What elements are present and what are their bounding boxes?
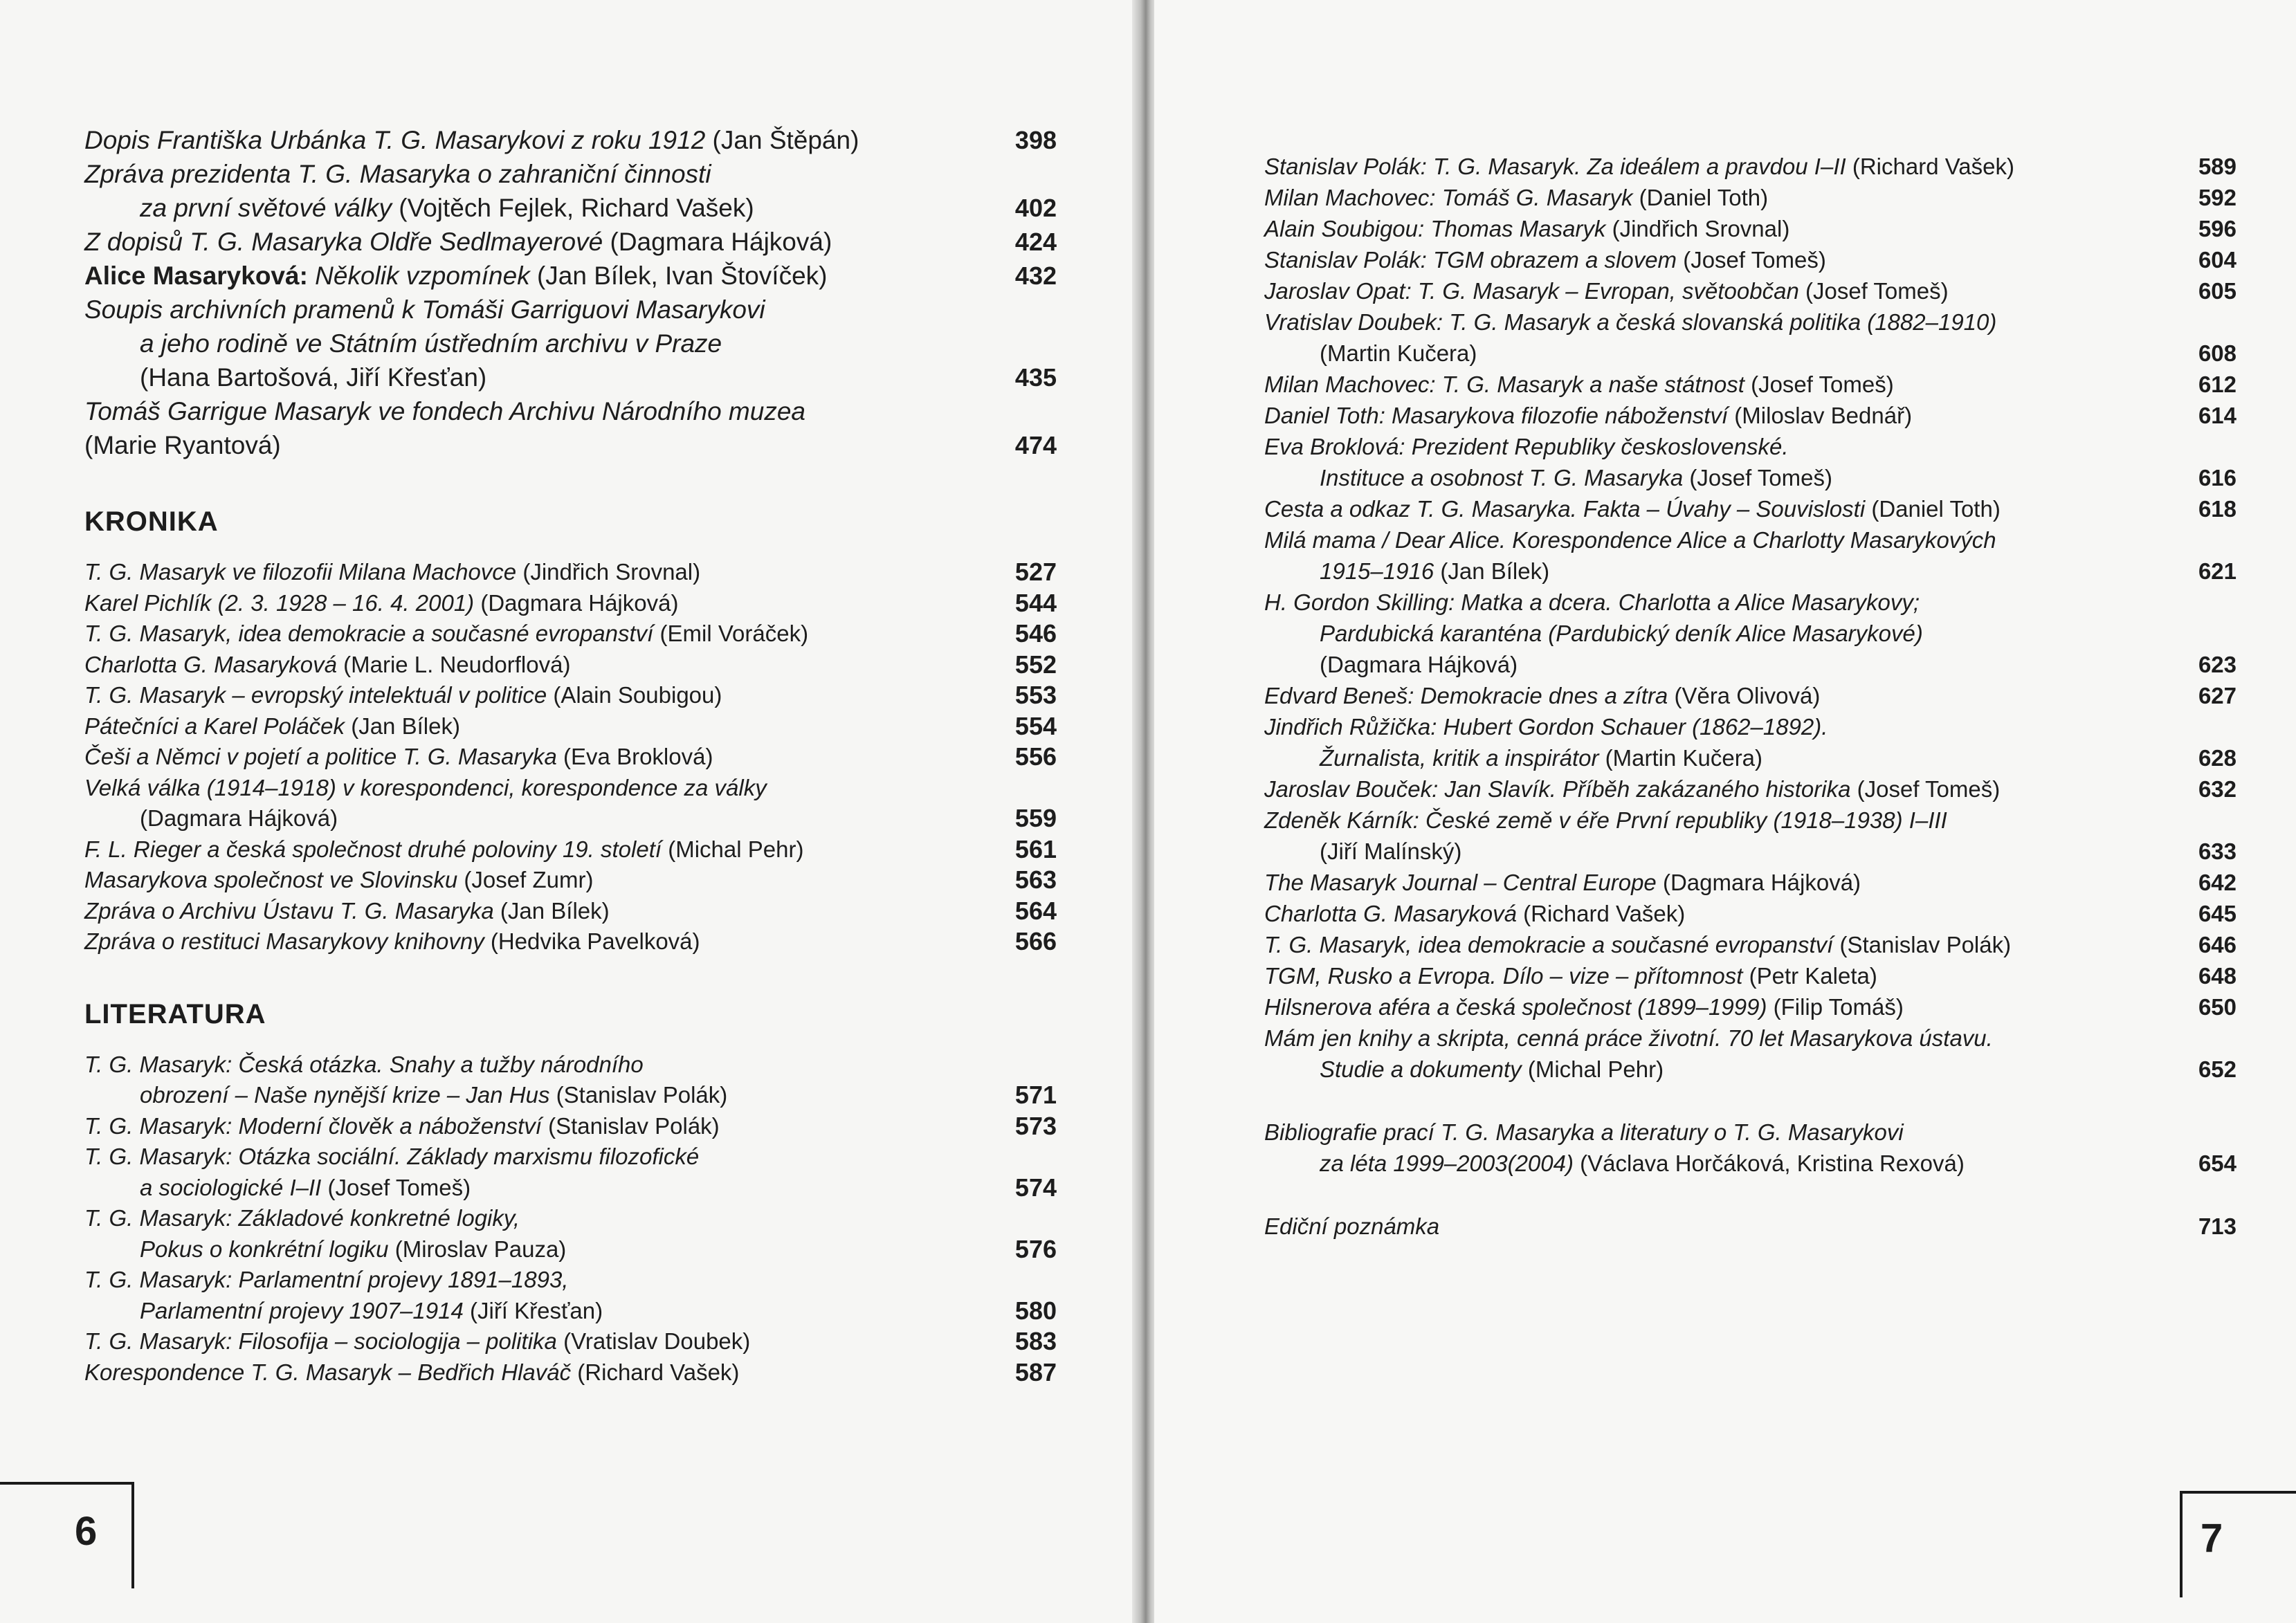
toc-entry-author: (Daniel Toth) [1632, 185, 1769, 210]
toc-entry-line [84, 1234, 1057, 1265]
toc-entry-line [1264, 151, 2236, 182]
toc-entry-title: T. G. Masaryk: Otázka sociální. Základy marxismu filozofické [84, 1144, 700, 1169]
toc-page-number: 596 [2198, 216, 2236, 241]
toc-entry [1264, 493, 2236, 524]
toc-entry-line [84, 293, 1057, 327]
toc-page-number: 646 [2198, 932, 2236, 957]
toc-entry-title: TGM, Rusko a Evropa. Dílo – vize – přítomnost [1264, 963, 1743, 989]
section-heading: KRONIKA [84, 506, 219, 537]
toc-entry [84, 557, 1057, 588]
toc-page-number: 618 [2198, 496, 2236, 522]
toc-page-number: 633 [2198, 838, 2236, 864]
toc-page-number: 553 [1014, 681, 1057, 709]
toc-page-number: 566 [1014, 927, 1057, 955]
toc-entry-line [1264, 649, 2236, 680]
toc-entry-title: H. Gordon Skilling: Matka a dcera. Charlotta a Alice Masarykovy; [1264, 589, 1920, 615]
toc-entry [84, 926, 1057, 957]
toc-entry [1264, 711, 2236, 773]
toc-entry-author: (Petr Kaleta) [1742, 963, 1877, 989]
toc-top-entries [84, 123, 1057, 462]
toc-entry-title: Studie a dokumenty [1320, 1056, 1522, 1082]
toc-entry [84, 773, 1057, 834]
toc-page-number: 612 [2198, 372, 2236, 397]
toc-page-number: 398 [1014, 126, 1057, 154]
toc-entry-title: Jindřich Růžička: Hubert Gordon Schauer (1862–1892). [1264, 714, 1828, 740]
toc-entry-title: Vratislav Doubek: T. G. Masaryk a česká slovanská politika (1882–1910) [1264, 309, 1997, 335]
toc-entry-title: Charlotta G. Masaryková [1264, 901, 1517, 926]
toc-entry-title: Zpráva o Archivu Ústavu T. G. Masaryka [84, 897, 494, 924]
toc-entry-line [84, 1326, 1057, 1357]
toc-entry-line [84, 1203, 1057, 1234]
toc-page-number: 544 [1014, 588, 1057, 617]
toc-entry [84, 1141, 1057, 1203]
toc-entry-author: (Jan Bílek) [1434, 558, 1550, 584]
toc-entry [84, 1357, 1057, 1388]
toc-entry-title: Několik vzpomínek [307, 262, 530, 290]
toc-page-number: 616 [2198, 465, 2236, 490]
toc-entry-title: Bibliografie prací T. G. Masaryka a literatury o T. G. Masarykovi [1264, 1119, 1904, 1145]
toc-entry-author: (Václava Horčáková, Kristina Rexová) [1573, 1150, 1965, 1176]
toc-page-number: 563 [1014, 865, 1057, 894]
toc-entry-title: Zpráva prezidenta T. G. Masaryka o zahraniční činnosti [84, 160, 711, 188]
toc-page-number: 580 [1014, 1296, 1057, 1325]
toc-page-number: 648 [2198, 963, 2236, 989]
toc-entry-title: Milan Machovec: Tomáš G. Masaryk [1264, 185, 1633, 210]
toc-entry-line [1264, 182, 2236, 213]
toc-entry-line [1264, 275, 2236, 306]
toc-page-number: 574 [1014, 1173, 1057, 1202]
toc-entry-line [84, 680, 1057, 711]
toc-entry-title: Hilsnerova aféra a česká společnost (1899–1999) [1264, 994, 1767, 1020]
section-heading: LITERATURA [84, 998, 266, 1029]
toc-page-number: 642 [2198, 870, 2236, 895]
page-number-left: 6 [75, 1509, 98, 1554]
toc-entry-line [84, 618, 1057, 650]
toc-entry [84, 680, 1057, 711]
toc-entry-line [84, 157, 1057, 191]
toc-entry-line [84, 865, 1057, 896]
toc-entry [1264, 151, 2236, 182]
toc-entry-line [1264, 400, 2236, 431]
toc-entry-title: Ediční poznámka [1264, 1213, 1440, 1239]
toc-entry-title: Instituce a osobnost T. G. Masaryka [1320, 465, 1684, 490]
toc-page-number: 627 [2198, 683, 2236, 708]
toc-entry-title: Mám jen knihy a skripta, cenná práce životní. 70 let Masarykova ústavu. [1264, 1025, 1993, 1051]
toc-entry [1264, 524, 2236, 587]
toc-entry-author: (Richard Vašek) [1516, 901, 1686, 926]
toc-entry-line [84, 360, 1057, 394]
toc-entry-title: T. G. Masaryk, idea demokracie a současné evropanství [1264, 932, 1834, 957]
toc-entry [1264, 369, 2236, 400]
toc-entry-line [1264, 1117, 2236, 1148]
toc-entry-line [84, 123, 1057, 157]
toc-entry-title: Pokus o konkrétní logiku [140, 1236, 389, 1262]
toc-entry [84, 742, 1057, 773]
toc-entry-author: (Marie Ryantová) [84, 431, 281, 459]
toc-entry-line [1264, 1211, 2236, 1242]
toc-entry [1264, 244, 2236, 275]
toc-entry-author: (Daniel Toth) [1865, 496, 2001, 522]
toc-entry [84, 394, 1057, 462]
toc-entry-title: Cesta a odkaz T. G. Masaryka. Fakta – Úvahy – Souvislosti [1264, 496, 1866, 522]
toc-page-number: 546 [1014, 619, 1057, 648]
toc-page-number: 424 [1014, 228, 1057, 256]
toc-entry-line [1264, 1148, 2236, 1179]
toc-entry-author: (Richard Vašek) [1846, 154, 2014, 179]
toc-entry [84, 618, 1057, 650]
toc-entry-title: Z dopisů T. G. Masaryka Oldře Sedlmayerové [84, 228, 603, 256]
toc-entry-title: Stanislav Polák: T. G. Masaryk. Za ideálem a pravdou I–II [1264, 154, 1846, 179]
toc-entry-author: (Jiří Malínský) [1320, 838, 1462, 864]
toc-entry-title: Velká válka (1914–1918) v korespondenci, korespondence za války [84, 774, 767, 800]
toc-entry-author: (Filip Tomáš) [1767, 994, 1904, 1020]
toc-entry-line [84, 711, 1057, 742]
toc-entry-line [1264, 369, 2236, 400]
toc-entry [1264, 182, 2236, 213]
toc-entry-title: Alice Masaryková: [84, 262, 308, 290]
toc-entry-title: Pardubická karanténa (Pardubický deník Alice Masarykové) [1320, 621, 1923, 646]
toc-entry-line [1264, 711, 2236, 742]
toc-entry-title: Masarykova společnost ve Slovinsku [84, 867, 458, 892]
toc-entry-author: (Stanislav Polák) [541, 1112, 720, 1139]
toc-entry [1264, 306, 2236, 369]
toc-entry-line [84, 1357, 1057, 1388]
toc-entry-author: (Věra Olivová) [1668, 683, 1821, 708]
toc-entry-line [1264, 929, 2236, 960]
toc-entry-author: (Hedvika Pavelková) [484, 928, 700, 954]
toc-entry-author: (Jan Bílek) [345, 713, 460, 739]
toc-page-number: 592 [2198, 185, 2236, 210]
toc-entry-line [1264, 338, 2236, 369]
toc-entry-author: (Josef Tomeš) [1798, 278, 1949, 304]
toc-page-number: 583 [1014, 1327, 1057, 1355]
toc-entry [84, 225, 1057, 259]
toc-entry [1264, 1117, 2236, 1179]
toc-entry [1264, 213, 2236, 244]
toc-entry-line [1264, 805, 2236, 836]
left-page [0, 0, 1135, 1623]
toc-entry [1264, 400, 2236, 431]
toc-entry-author: (Stanislav Polák) [1833, 932, 2012, 957]
toc-entry-title: Zpráva o restituci Masarykovy knihovny [84, 928, 484, 954]
toc-entry-title: T. G. Masaryk: Česká otázka. Snahy a tužby národního [84, 1051, 644, 1077]
toc-entry-line [84, 1173, 1057, 1204]
toc-entry-title: F. L. Rieger a česká společnost druhé poloviny 19. století [84, 836, 662, 862]
toc-entry-line [84, 191, 1057, 225]
toc-entry-line [84, 225, 1057, 259]
toc-entry-title: Žurnalista, kritik a inspirátor [1320, 745, 1599, 771]
toc-entry-title: 1915–1916 [1320, 558, 1434, 584]
toc-entry [84, 588, 1057, 619]
toc-entry-title: Dopis Františka Urbánka T. G. Masarykovi z roku 1912 [84, 126, 706, 154]
toc-entry-line [84, 742, 1057, 773]
toc-entry-line [84, 428, 1057, 462]
toc-entry [84, 1049, 1057, 1111]
toc-entry-line [1264, 556, 2236, 587]
toc-page-number: 621 [2198, 558, 2236, 584]
toc-entry-title: Korespondence T. G. Masaryk – Bedřich Hlaváč [84, 1359, 572, 1385]
toc-entry [84, 865, 1057, 896]
toc-entry [84, 650, 1057, 681]
toc-entry-title: The Masaryk Journal – Central Europe [1264, 870, 1657, 895]
toc-entry-title: Edvard Beneš: Demokracie dnes a zítra [1264, 683, 1668, 708]
toc-entry-title: T. G. Masaryk: Filosofija – sociologija – politika [84, 1328, 557, 1354]
toc-entry-author: (Josef Tomeš) [1744, 372, 1894, 397]
toc-entry-author: (Alain Soubigou) [547, 682, 722, 708]
toc-entry-title: T. G. Masaryk – evropský intelektuál v politice [84, 682, 547, 708]
toc-entry-author: (Josef Tomeš) [1850, 776, 2001, 802]
toc-entry-author: (Marie L. Neudorflová) [336, 651, 571, 677]
toc-entry-line [84, 1080, 1057, 1111]
toc-entry-author: (Eva Broklová) [556, 744, 713, 769]
toc-entry [1264, 929, 2236, 960]
toc-entry-title: Pátečníci a Karel Poláček [84, 713, 345, 739]
toc-entry-title: Eva Broklová: Prezident Republiky československé. [1264, 434, 1789, 459]
toc-entry-author: (Miroslav Pauza) [388, 1236, 567, 1262]
toc-page-number: 559 [1014, 804, 1057, 832]
toc-page-number: 623 [2198, 652, 2236, 677]
toc-page-number: 576 [1014, 1234, 1057, 1263]
toc-page-number: 605 [2198, 278, 2236, 304]
toc-page-number: 650 [2198, 994, 2236, 1020]
right-toc-column [1264, 151, 2236, 1242]
toc-entry-line [84, 773, 1057, 804]
toc-entry-author: (Stanislav Polák) [549, 1082, 728, 1108]
toc-entry-line [1264, 898, 2236, 929]
toc-entry-line [84, 896, 1057, 927]
toc-page-number: 571 [1014, 1081, 1057, 1109]
toc-entry-line [1264, 493, 2236, 524]
toc-page-number: 554 [1014, 711, 1057, 740]
toc-page-number: 573 [1014, 1111, 1057, 1140]
toc-entry-title: Tomáš Garrigue Masaryk ve fondech Archivu Národního muzea [84, 397, 805, 425]
toc-page-number: 435 [1014, 363, 1057, 392]
toc-entry-title: Alain Soubigou: Thomas Masaryk [1264, 216, 1606, 241]
toc-entry-line [1264, 742, 2236, 773]
toc-entry-line [84, 588, 1057, 619]
toc-entry-author: (Dagmara Hájková) [1320, 652, 1518, 677]
toc-entry-author: (Josef Tomeš) [1677, 247, 1826, 273]
toc-entry-line [1264, 1054, 2236, 1085]
toc-entry-line [84, 650, 1057, 681]
toc-entry-author: (Dagmara Hájková) [1656, 870, 1861, 895]
toc-entry-title: Daniel Toth: Masarykova filozofie náboženství [1264, 403, 1729, 428]
toc-entry-author: (Josef Zumr) [457, 867, 594, 892]
toc-entry-line [1264, 867, 2236, 898]
toc-entry-line [1264, 773, 2236, 805]
toc-entry [84, 896, 1057, 927]
toc-entry-author: (Jindřich Srovnal) [1605, 216, 1790, 241]
toc-entry-line [84, 394, 1057, 428]
toc-entry-line [1264, 524, 2236, 556]
toc-page-number: 713 [2198, 1213, 2236, 1239]
toc-entry-title: Karel Pichlík (2. 3. 1928 – 16. 4. 2001) [84, 589, 475, 616]
toc-entry [1264, 587, 2236, 680]
toc-entry [84, 293, 1057, 394]
toc-entry-author: (Dagmara Hájková) [140, 805, 338, 831]
toc-entry [84, 157, 1057, 225]
page-number-frame-right [2180, 1491, 2296, 1597]
toc-right-entries [1264, 151, 2236, 1242]
toc-entry [1264, 275, 2236, 306]
toc-entry-line [1264, 244, 2236, 275]
toc-entry-line [84, 834, 1057, 865]
toc-entry [1264, 991, 2236, 1023]
toc-entry [1264, 1211, 2236, 1242]
toc-entry [1264, 867, 2236, 898]
toc-entry [84, 1111, 1057, 1142]
book-gutter [1132, 0, 1157, 1623]
toc-entry [84, 1326, 1057, 1357]
toc-section [84, 998, 1057, 1388]
toc-entry-author: (Vratislav Doubek) [556, 1328, 751, 1354]
toc-entry-author: (Michal Pehr) [1521, 1056, 1664, 1082]
toc-entry-title: za léta 1999–2003(2004) [1320, 1150, 1574, 1176]
toc-entry [1264, 1023, 2236, 1085]
toc-entry-line [84, 1049, 1057, 1081]
toc-page-number: 432 [1014, 262, 1057, 290]
toc-page-number: 632 [2198, 776, 2236, 802]
toc-entry-line [1264, 587, 2236, 618]
toc-page-number: 628 [2198, 745, 2236, 771]
toc-entry-author: (Martin Kučera) [1320, 340, 1477, 366]
toc-page-number: 561 [1014, 834, 1057, 863]
toc-entry-line [1264, 618, 2236, 649]
toc-page-number: 608 [2198, 340, 2236, 366]
toc-entry-author: (Hana Bartošová, Jiří Křesťan) [140, 363, 487, 392]
toc-entry-title: a sociologické I–II [140, 1174, 322, 1200]
toc-entry-line [1264, 836, 2236, 867]
toc-sections [84, 505, 1057, 1388]
toc-entry [1264, 431, 2236, 493]
toc-entry-author: (Jiří Křesťan) [463, 1297, 603, 1323]
toc-entry-title: Češi a Němci v pojetí a politice T. G. Masaryka [84, 744, 557, 769]
toc-entry [1264, 898, 2236, 929]
toc-page-number: 614 [2198, 403, 2236, 428]
toc-entry [84, 711, 1057, 742]
toc-entry-line [1264, 462, 2236, 493]
toc-page-number: 652 [2198, 1056, 2236, 1082]
toc-entry-line [1264, 431, 2236, 462]
toc-entry-line [1264, 680, 2236, 711]
toc-entry-title: T. G. Masaryk ve filozofii Milana Machovce [84, 559, 517, 585]
toc-entry [84, 259, 1057, 293]
toc-entry-title: Jaroslav Bouček: Jan Slavík. Příběh zakázaného historika [1264, 776, 1851, 802]
toc-entry-author: (Jindřich Srovnal) [516, 559, 701, 585]
toc-entry-title: Stanislav Polák: TGM obrazem a slovem [1264, 247, 1677, 273]
toc-entry-title: Milá mama / Dear Alice. Korespondence Alice a Charlotty Masarykových [1264, 527, 1996, 553]
left-toc-column [84, 123, 1057, 1388]
toc-entry-title: Jaroslav Opat: T. G. Masaryk – Evropan, světoobčan [1264, 278, 1799, 304]
toc-entry-title: za první světové války [140, 194, 392, 222]
toc-page-number: 564 [1014, 896, 1057, 925]
toc-entry [1264, 773, 2236, 805]
toc-entry-author: (Vojtěch Fejlek, Richard Vašek) [391, 194, 754, 222]
toc-page-number: 604 [2198, 247, 2236, 273]
toc-entry-title: T. G. Masaryk: Základové konkretné logiky, [84, 1205, 520, 1231]
toc-entry-title: T. G. Masaryk: Moderní člověk a náboženství [84, 1112, 542, 1139]
toc-page-number: 587 [1014, 1357, 1057, 1386]
toc-entry [84, 1265, 1057, 1326]
toc-entry-author: (Jan Bílek) [493, 897, 610, 924]
toc-entry-author: (Miloslav Bednář) [1728, 403, 1913, 428]
toc-entry-line [84, 259, 1057, 293]
page-number-right: 7 [2201, 1516, 2223, 1561]
toc-entry-title: Soupis archivních pramenů k Tomáši Garriguovi Masarykovi [84, 295, 765, 324]
toc-entry-author: (Martin Kučera) [1598, 745, 1763, 771]
toc-entry-line [1264, 306, 2236, 338]
toc-entry [84, 1203, 1057, 1265]
toc-entry-line [84, 1111, 1057, 1142]
toc-entry [84, 834, 1057, 865]
toc-page-number: 645 [2198, 901, 2236, 926]
toc-entry-author: (Richard Vašek) [571, 1359, 740, 1385]
toc-entry-line [84, 1141, 1057, 1173]
toc-entry-title: Parlamentní projevy 1907–1914 [140, 1297, 464, 1323]
toc-entry-author: (Jan Štěpán) [705, 126, 859, 154]
toc-entry [84, 123, 1057, 157]
toc-entry-title: Charlotta G. Masaryková [84, 651, 337, 677]
toc-entry-title: T. G. Masaryk, idea demokracie a současné evropanství [84, 621, 654, 646]
toc-page-number: 556 [1014, 742, 1057, 771]
toc-entry-line [84, 803, 1057, 834]
toc-entry-author: (Michal Pehr) [662, 836, 804, 862]
toc-entry-line [84, 557, 1057, 588]
toc-entry-line [84, 1265, 1057, 1296]
toc-entry-line [1264, 1023, 2236, 1054]
toc-entry-author: (Dagmara Hájková) [603, 228, 832, 256]
toc-page-number: 552 [1014, 650, 1057, 679]
toc-entry-author: (Emil Voráček) [653, 621, 809, 646]
toc-entry-line [84, 926, 1057, 957]
toc-entry-line [84, 1296, 1057, 1327]
toc-entry-title: Zdeněk Kárník: České země v éře První republiky (1918–1938) I–III [1264, 807, 1947, 833]
toc-entry [1264, 680, 2236, 711]
page-number-frame-left [0, 1482, 134, 1588]
toc-page-number: 402 [1014, 194, 1057, 222]
toc-section [84, 505, 1057, 957]
toc-entry-line [1264, 213, 2236, 244]
toc-entry-title: a jeho rodině ve Státním ústředním archivu v Praze [140, 329, 722, 358]
toc-entry-title: obrození – Naše nynější krize – Jan Hus [140, 1082, 550, 1108]
toc-entry-line [1264, 991, 2236, 1023]
toc-entry-author: (Josef Tomeš) [1683, 465, 1832, 490]
toc-entry-line [1264, 960, 2236, 991]
toc-page-number: 474 [1014, 431, 1057, 459]
toc-entry [1264, 805, 2236, 867]
toc-entry-title: T. G. Masaryk: Parlamentní projevy 1891–1893, [84, 1267, 569, 1292]
toc-entry-line [84, 327, 1057, 360]
toc-entry-author: (Josef Tomeš) [321, 1174, 471, 1200]
toc-page-number: 589 [2198, 154, 2236, 179]
toc-entry-author: (Jan Bílek, Ivan Štovíček) [529, 262, 828, 290]
toc-entry-title: Milan Machovec: T. G. Masaryk a naše státnost [1264, 372, 1744, 397]
toc-page-number: 527 [1014, 558, 1057, 586]
toc-entry-author: (Dagmara Hájková) [474, 589, 679, 616]
toc-entry [1264, 960, 2236, 991]
toc-page-number: 654 [2198, 1150, 2236, 1176]
